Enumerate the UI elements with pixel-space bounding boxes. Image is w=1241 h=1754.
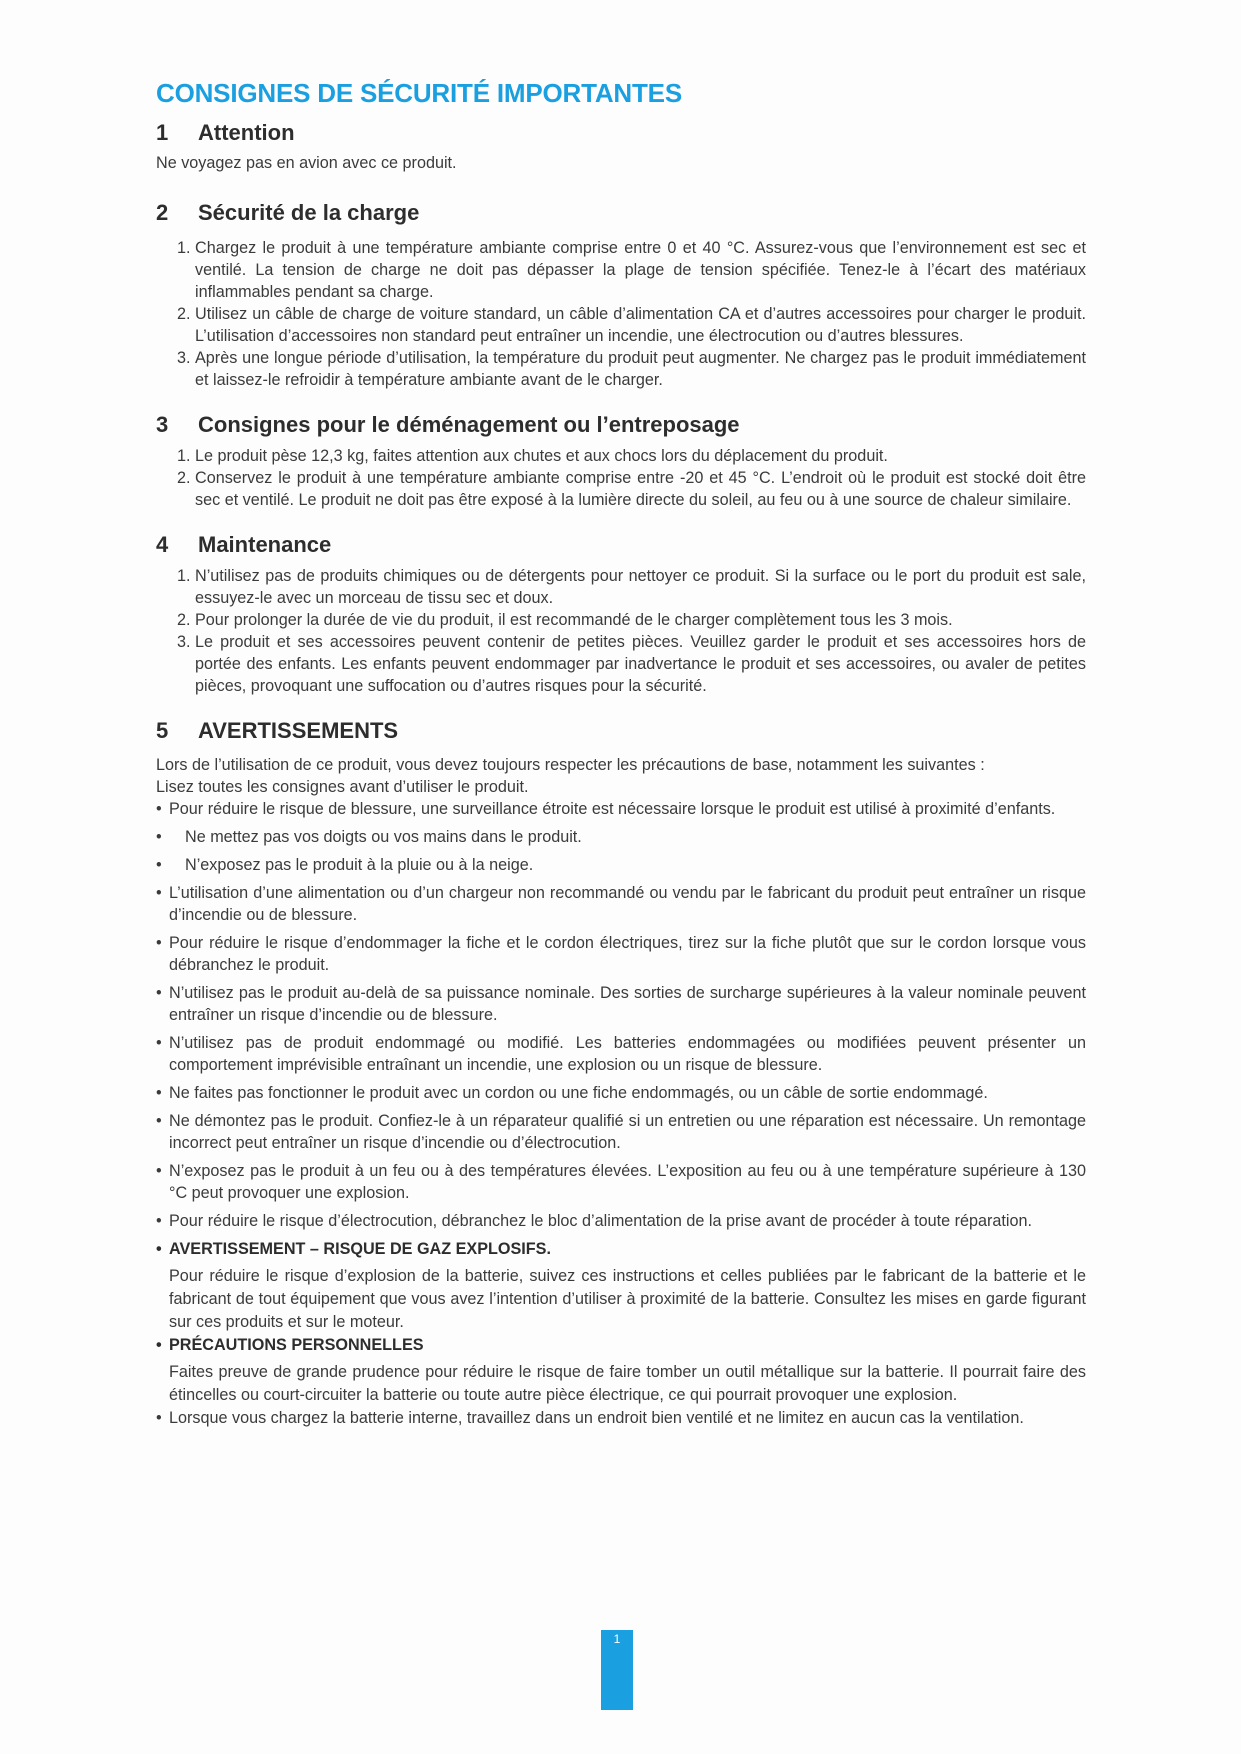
bullet-icon: • [156, 1336, 162, 1354]
section-number: 2 [156, 200, 169, 225]
section-2-list [156, 237, 1086, 391]
warnings-intro-read: Lisez toutes les consignes avant d’utiliser le produit. [156, 778, 529, 796]
personal-precautions-text: Faites preuve de grande prudence pour réduire le risque de faire tomber un outil métallique sur la batterie. Il pourrait faire des étincelles ou court-circuiter la batterie ou toute autre pièce électrique, ce qui pourrait provoquer une explosion. [169, 1363, 1086, 1404]
bullet-item: • L’utilisation d’une alimentation ou d’un chargeur non recommandé ou vendu par le fabricant du produit peut entraîner un risque d’incendie ou de blessure. [156, 884, 1086, 924]
list-item: 1. Le produit pèse 12,3 kg, faites attention aux chutes et aux chocs lors du déplacement du produit. [195, 445, 1086, 467]
section-title: Attention [198, 120, 295, 145]
bullet-item: • N’utilisez pas le produit au-delà de sa puissance nominale. Des sorties de surcharge supérieures à la valeur nominale peuvent entraîner un risque d’incendie ou de blessure. [156, 984, 1086, 1024]
section-number: 1 [156, 120, 169, 145]
section-title: Maintenance [198, 532, 332, 557]
section-4-list [156, 565, 1086, 697]
bullet-icon: • [156, 934, 162, 952]
list-item: 2. Utilisez un câble de charge de voiture standard, un câble d’alimentation CA et d’autres accessoires pour charger le produit. L’utilisation d’accessoires non standard peut entraîner un incendie, une électrocution ou d’autres blessures. [195, 303, 1086, 347]
bullet-icon: • [156, 1212, 162, 1230]
warning-gas-text: Pour réduire le risque d’explosion de la batterie, suivez ces instructions et celles publiées par le fabricant de la batterie et le fabricant de tout équipement que vous avez l’intention d’utiliser à proximité de la batterie. Consultez les mises en garde figurant sur ces produits et sur le moteur. [169, 1267, 1086, 1331]
bullet-icon: • [156, 884, 162, 902]
list-item: 1. N’utilisez pas de produits chimiques ou de détergents pour nettoyer ce produit. Si la surface ou le port du produit est sale, essuyez-le avec un morceau de tissu sec et doux. [195, 565, 1086, 609]
bullet-icon: • [156, 1240, 162, 1258]
page-number-tab [601, 1630, 633, 1710]
bullet-item: • N’exposez pas le produit à la pluie ou à la neige. [156, 856, 534, 874]
bullet-icon: • [156, 1409, 162, 1427]
page-content [156, 78, 1086, 1429]
bullet-icon: • [156, 1162, 162, 1180]
bullet-item: • Pour réduire le risque d’électrocution, débranchez le bloc d’alimentation de la prise avant de procéder à toute réparation. [156, 1212, 1032, 1230]
bullet-icon: • [156, 1112, 162, 1130]
bullet-item: • N’utilisez pas de produit endommagé ou modifié. Les batteries endommagées ou modifiées peuvent présenter un comportement imprévisible entraînant un incendie, une explosion ou un risque de blessure. [156, 1034, 1086, 1074]
section-1-heading [156, 119, 1086, 147]
section-title: Consignes pour le déménagement ou l’entreposage [198, 412, 740, 437]
bullet-item: • Ne faites pas fonctionner le produit avec un cordon ou une fiche endommagés, ou un câble de sortie endommagé. [156, 1084, 988, 1102]
page-title: CONSIGNES DE SÉCURITÉ IMPORTANTES [156, 78, 682, 108]
bullet-icon: • [156, 1034, 162, 1052]
list-item: 1. Chargez le produit à une température ambiante comprise entre 0 et 40 °C. Assurez-vous que l’environnement est sec et ventilé. La tension de charge ne doit pas dépasser la plage de tension spécifiée. Tenez-le à l’écart des matériaux inflammables pendant sa charge. [195, 237, 1086, 303]
bullet-icon: • [156, 828, 162, 846]
section-number: 4 [156, 532, 169, 557]
list-item: 2. Conservez le produit à une température ambiante comprise entre -20 et 45 °C. L’endroit où le produit est stocké doit être sec et ventilé. Le produit ne doit pas être exposé à la lumière directe du soleil, au feu ou à une source de chaleur similaire. [195, 467, 1086, 511]
list-item: 3. Après une longue période d’utilisation, la température du produit peut augmenter. Ne chargez pas le produit immédiatement et laissez-le refroidir à température ambiante avant de le charger. [195, 347, 1086, 391]
bullet-item: • Ne démontez pas le produit. Confiez-le à un réparateur qualifié si un entretien ou une réparation est nécessaire. Un remontage incorrect peut entraîner un risque d’incendie ou d’électrocution. [156, 1112, 1086, 1152]
section-3-list [156, 445, 1086, 511]
section-1-text: Ne voyagez pas en avion avec ce produit. [156, 154, 457, 172]
section-number: 3 [156, 412, 169, 437]
section-2-heading [156, 199, 1086, 227]
bullet-icon: • [156, 984, 162, 1002]
bullet-item: • Ne mettez pas vos doigts ou vos mains dans le produit. [156, 828, 582, 846]
section-number: 5 [156, 718, 169, 743]
page-number: 1 [613, 1632, 621, 1646]
personal-precautions-heading: • PRÉCAUTIONS PERSONNELLES [156, 1336, 424, 1354]
list-item: 2. Pour prolonger la durée de vie du produit, il est recommandé de le charger complètement tous les 3 mois. [195, 609, 1086, 631]
section-3-heading [156, 411, 1086, 439]
warning-gas-heading: • AVERTISSEMENT – RISQUE DE GAZ EXPLOSIFS. [156, 1240, 551, 1258]
section-4-heading [156, 531, 1086, 559]
section-title: Sécurité de la charge [198, 200, 420, 225]
list-item: 3. Le produit et ses accessoires peuvent contenir de petites pièces. Veuillez garder le produit et ses accessoires hors de portée des enfants. Les enfants peuvent endommager par inadvertance le produit et ses accessoires, ou avaler de petites pièces, provoquant une suffocation ou d’autres risques pour la sécurité. [195, 631, 1086, 697]
section-title: AVERTISSEMENTS [198, 718, 399, 743]
bullet-icon: • [156, 1084, 162, 1102]
bullet-item: • Lorsque vous chargez la batterie interne, travaillez dans un endroit bien ventilé et ne limitez en aucun cas la ventilation. [156, 1409, 1024, 1427]
bullet-item: • N’exposez pas le produit à un feu ou à des températures élevées. L’exposition au feu ou à une température supérieure à 130 °C peut provoquer une explosion. [156, 1162, 1086, 1202]
bullet-icon: • [156, 856, 162, 874]
bullet-icon: • [156, 800, 162, 818]
bullet-item: • Pour réduire le risque de blessure, une surveillance étroite est nécessaire lorsque le produit est utilisé à proximité d’enfants. [156, 800, 1056, 818]
bullet-item: • Pour réduire le risque d’endommager la fiche et le cordon électriques, tirez sur la fiche plutôt que sur le cordon lorsque vous débranchez le produit. [156, 934, 1086, 974]
warnings-intro: Lors de l’utilisation de ce produit, vous devez toujours respecter les précautions de base, notamment les suivantes : [156, 756, 985, 774]
section-5-heading [156, 717, 1086, 745]
